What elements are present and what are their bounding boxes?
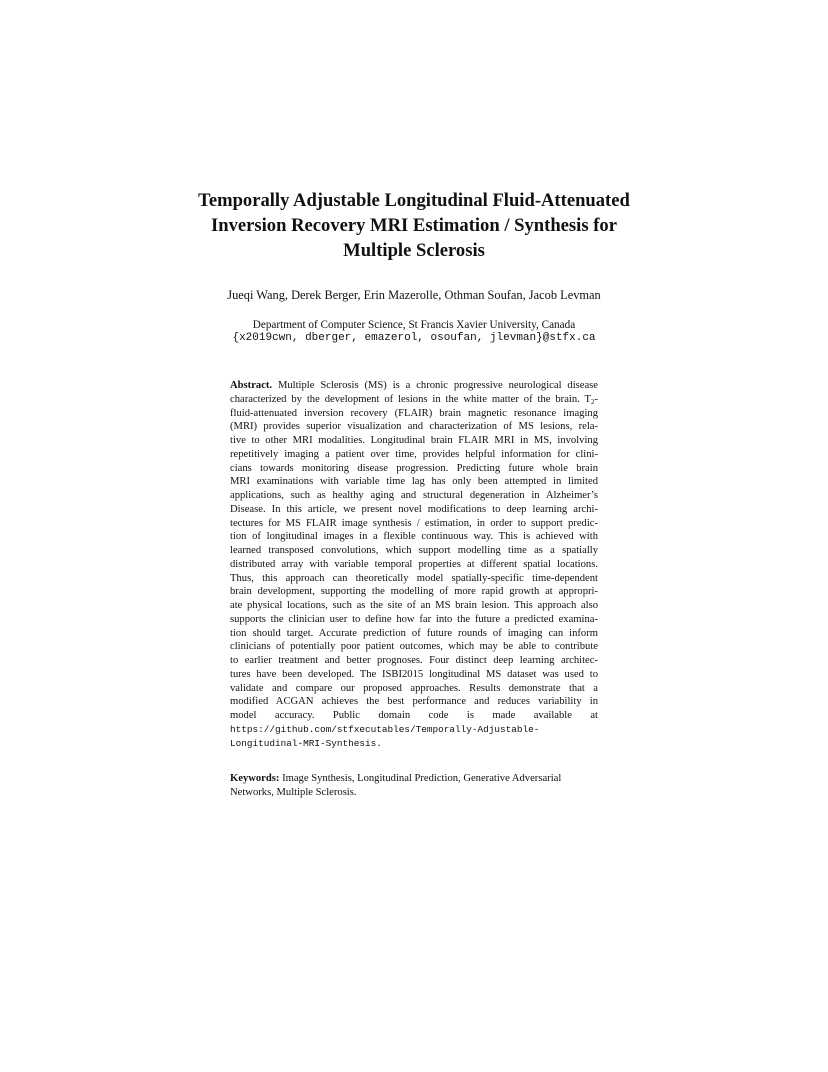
title-line: Multiple Sclerosis (343, 240, 485, 261)
keywords-label: Keywords: (230, 773, 280, 784)
abstract-line: MRI examinations with variable time lag has only been attempted in limited (230, 476, 598, 488)
abstract-line (230, 379, 598, 393)
affiliation: Department of Computer Science, St Francis Xavier University, Canada (252, 319, 576, 331)
subscript: 2 (590, 397, 595, 406)
abstract-line: supports the clinician user to define how far into the future a predicted examina- (230, 613, 598, 625)
abstract-line: tion of longitudinal images in a flexible continuous way. This is achieved with (230, 531, 598, 543)
code-url[interactable]: Longitudinal-MRI-Synthesis. (230, 737, 382, 749)
author-emails: {x2019cwn, dberger, emazerol, osoufan, jlevman}@stfx.ca (232, 332, 596, 344)
abstract-line: validate and compare our proposed approaches. Results demonstrate that a (230, 682, 598, 694)
abstract-line (230, 393, 598, 407)
abstract-text: Multiple Sclerosis (MS) is a chronic progressive neurological disease (272, 380, 598, 391)
abstract-line: Thus, this approach can theoretically model spatially-specific time-dependent (230, 572, 598, 584)
abstract-line: model accuracy. Public domain code is made available at (230, 710, 598, 721)
abstract-line: tion should target. Accurate prediction of future rounds of imaging can inform (230, 627, 598, 639)
title-line: Inversion Recovery MRI Estimation / Synthesis for (211, 215, 617, 236)
abstract-text: - (594, 393, 598, 405)
abstract-line: (MRI) provides superior visualization and characterization of MS lesions, rela- (230, 421, 598, 433)
abstract-line: ate physical locations, such as the site of an MS brain lesion. This approach also (230, 600, 598, 611)
keywords-text: Image Synthesis, Longitudinal Prediction, Generative Adversarial (279, 773, 562, 784)
abstract-line: brain development, supporting the modelling of more rapid growth at appropri- (230, 586, 598, 598)
author-list: Jueqi Wang, Derek Berger, Erin Mazerolle, Othman Soufan, Jacob Levman (227, 288, 601, 302)
abstract-line: tures have been developed. The ISBI2015 longitudinal MS dataset was used to (230, 668, 598, 680)
title-line: Temporally Adjustable Longitudinal Fluid-Attenuated (198, 190, 630, 211)
keywords (230, 772, 598, 800)
paper-title (150, 188, 678, 263)
code-url[interactable]: https://github.com/stfxecutables/Temporally-Adjustable- (230, 723, 540, 735)
abstract-line: to earlier treatment and better prognoses. Four distinct deep learning architec- (230, 655, 598, 666)
abstract-line: clinicians of potentially poor patient outcomes, which may be able to contribute (230, 641, 598, 653)
abstract-line: modified ACGAN achieves the best performance and reduces variability in (230, 696, 598, 708)
abstract-line: Disease. In this article, we present novel modifications to deep learning archi- (230, 503, 598, 515)
abstract-line: learned transposed convolutions, which support modelling time as a spatially (230, 545, 598, 556)
keywords-line: Networks, Multiple Sclerosis. (230, 786, 357, 798)
abstract-line: tectures for MS FLAIR image synthesis / estimation, in order to support predic- (230, 517, 598, 529)
abstract-line: distributed array with variable temporal properties at different spatial locations. (230, 558, 598, 570)
abstract-line: cians towards monitoring disease progression. Predicting future whole brain (230, 462, 598, 474)
abstract-line: fluid-attenuated inversion recovery (FLAIR) brain magnetic resonance imaging (230, 407, 598, 419)
abstract-label: Abstract. (230, 380, 273, 391)
abstract-line: repetitively imaging a patient over time, provides helpful information for clini- (230, 448, 598, 460)
abstract-line: tive to other MRI modalities. Longitudinal brain FLAIR MRI in MS, involving (230, 435, 598, 446)
abstract-line: applications, such as healthy aging and structural degeneration in Alzheimer’s (230, 490, 598, 501)
keywords-line (230, 772, 598, 786)
abstract (230, 379, 598, 750)
abstract-text: characterized by the development of lesions in the white matter of the brain. T (230, 393, 591, 405)
